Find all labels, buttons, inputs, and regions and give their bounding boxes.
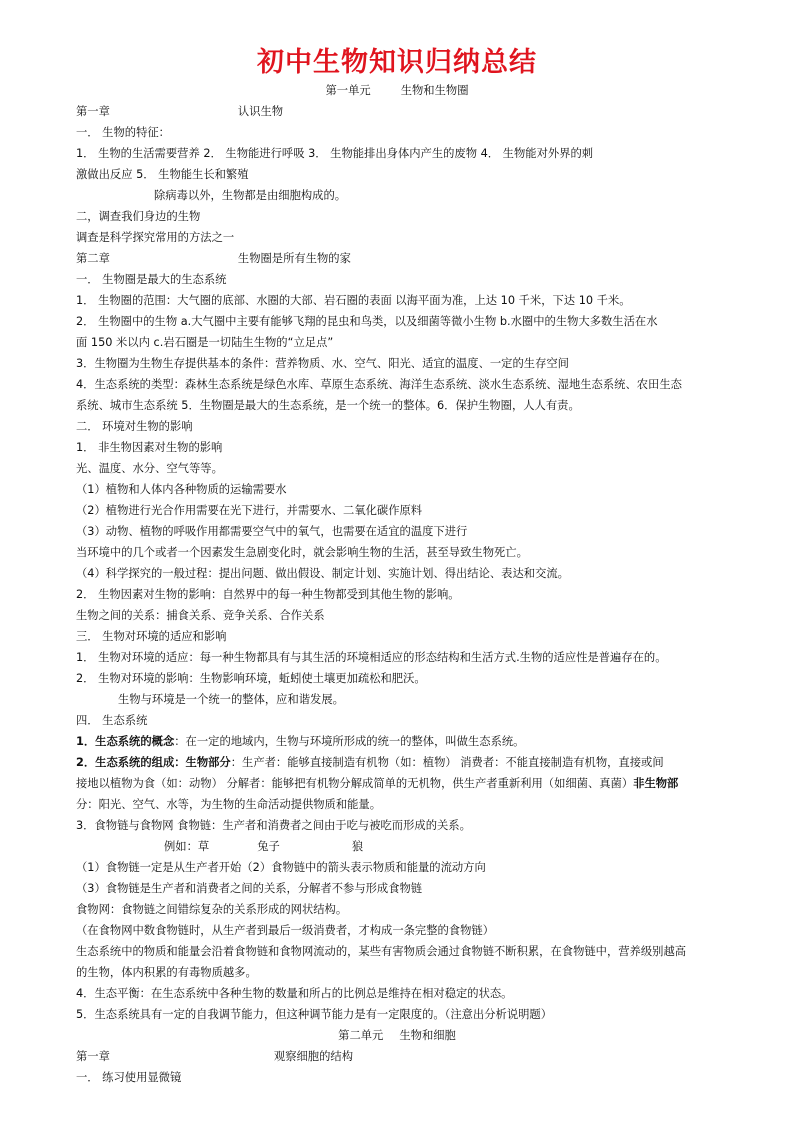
- paragraph: 生物之间的关系：捕食关系、竞争关系、合作关系: [76, 609, 325, 622]
- paragraph-text: ：生产者：能够直接制造有机物（如：植物） 消费者：不能直接制造有机物，直接或间: [230, 756, 664, 769]
- paragraph: 食物网：食物链之间错综复杂的关系形成的网状结构。: [76, 903, 348, 916]
- paragraph: （4）科学探究的一般过程：提出问题、做出假设、制定计划、实施计划、得出结论、表达和交流。: [76, 567, 569, 580]
- unit-label: 第二单元: [338, 1029, 384, 1042]
- paragraph: （在食物网中数食物链时，从生产者到最后一级消费者，才构成一条完整的食物链）: [76, 924, 494, 937]
- example-label: 例如：草: [164, 840, 210, 853]
- food-chain-example: [76, 836, 726, 857]
- paragraph: 3．生物圈为生物生存提供基本的条件：营养物质、水、空气、阳光、适宜的温度、一定的生存空间: [76, 357, 569, 370]
- paragraph: 调查是科学探究常用的方法之一: [76, 231, 235, 244]
- paragraph: 1． 非生物因素对生物的影响: [76, 441, 223, 454]
- paragraph: [76, 773, 726, 794]
- paragraph: 光、温度、水分、空气等等。: [76, 462, 223, 475]
- paragraph: 4．生态平衡：在生态系统中各种生物的数量和所占的比例总是维持在相对稳定的状态。: [76, 987, 513, 1000]
- chapter-label: 第一章: [76, 105, 110, 118]
- paragraph: 2． 生物圈中的生物 a.大气圈中主要有能够飞翔的昆虫和鸟类，以及细菌等微小生物 b.水圈中的生物大多数生活在水: [76, 315, 658, 328]
- chapter-heading: [76, 101, 726, 122]
- bold-term: 非生物部: [633, 777, 679, 790]
- paragraph: 系统、城市生态系统 5．生物圈是最大的生态系统，是一个统一的整体。6．保护生物圈，人人有责。: [76, 399, 580, 412]
- paragraph: （1）植物和人体内各种物质的运输需要水: [76, 483, 287, 496]
- section-heading: 二，调查我们身边的生物: [76, 210, 201, 223]
- paragraph: 除病毒以外，生物都是由细胞构成的。: [154, 189, 347, 202]
- paragraph: （3）动物、植物的呼吸作用都需要空气中的氧气，也需要在适宜的温度下进行: [76, 525, 468, 538]
- paragraph: 1． 生物对环境的适应：每一种生物都具有与其生活的环境相适应的形态结构和生活方式.生物的适应性是普遍存在的。: [76, 651, 667, 664]
- bold-term: 2．生态系统的组成：生物部分: [76, 756, 231, 769]
- chapter-title: 认识生物: [237, 105, 284, 118]
- paragraph: 的生物，体内积累的有毒物质越多。: [76, 966, 257, 979]
- example-item: 狼: [351, 840, 364, 853]
- section-heading: 三． 生物对环境的适应和影响: [76, 630, 227, 643]
- example-item: 兔子: [257, 840, 280, 853]
- section-heading: 一． 生物圈是最大的生态系统: [76, 273, 227, 286]
- unit-heading: [0, 80, 794, 101]
- page-title: 初中生物知识归纳总结: [257, 47, 537, 78]
- paragraph: [76, 731, 726, 752]
- paragraph: （1）食物链一定是从生产者开始（2）食物链中的箭头表示物质和能量的流动方向: [76, 861, 486, 874]
- paragraph: 1． 生物的生活需要营养 2． 生物能进行呼吸 3． 生物能排出身体内产生的废物 4． 生物能对外界的刺: [76, 147, 594, 160]
- paragraph: （3）食物链是生产者和消费者之间的关系，分解者不参与形成食物链: [76, 882, 423, 895]
- paragraph-text: 接地以植物为食（如：动物） 分解者：能够把有机物分解成简单的无机物，供生产者重新利用（如细菌、真菌）: [76, 777, 634, 790]
- chapter-heading: [76, 248, 726, 269]
- paragraph: 激做出反应 5． 生物能生长和繁殖: [76, 168, 249, 181]
- paragraph: 生态系统中的物质和能量会沿着食物链和食物网流动的，某些有害物质会通过食物链不断积累，在食物链中，营养级别越高: [76, 945, 687, 958]
- unit-title: 生物和生物圈: [400, 84, 469, 97]
- chapter-label: 第一章: [76, 1050, 110, 1063]
- paragraph: 5．生态系统具有一定的自我调节能力，但这种调节能力是有一定限度的。（注意出分析说明题）: [76, 1008, 553, 1021]
- chapter-heading: [76, 1046, 726, 1067]
- chapter-label: 第二章: [76, 252, 110, 265]
- section-heading: 二． 环境对生物的影响: [76, 420, 193, 433]
- chapter-title: 生物圈是所有生物的家: [237, 252, 351, 265]
- paragraph: 3．食物链与食物网 食物链：生产者和消费者之间由于吃与被吃而形成的关系。: [76, 819, 471, 832]
- paragraph-text: ：在一定的地域内，生物与环境所形成的统一的整体，叫做生态系统。: [174, 735, 525, 748]
- bold-term: 1．生态系统的概念: [76, 735, 175, 748]
- paragraph: （2）植物进行光合作用需要在光下进行，并需要水、二氧化碳作原料: [76, 504, 423, 517]
- paragraph: 2． 生物因素对生物的影响：自然界中的每一种生物都受到其他生物的影响。: [76, 588, 460, 601]
- paragraph: 生物与环境是一个统一的整体，应和谐发展。: [118, 693, 344, 706]
- section-heading: 四． 生态系统: [76, 714, 148, 727]
- section-heading: 一． 生物的特征：: [76, 126, 170, 139]
- paragraph: [76, 752, 726, 773]
- unit-label: 第一单元: [325, 84, 371, 97]
- paragraph: 4．生态系统的类型：森林生态系统是绿色水库、草原生态系统、海洋生态系统、淡水生态系统、湿地生态系统、农田生态: [76, 378, 682, 391]
- paragraph: 面 150 米以内 c.岩石圈是一切陆生生物的“立足点”: [76, 336, 334, 349]
- paragraph: 2． 生物对环境的影响：生物影响环境，蚯蚓使土壤更加疏松和肥沃。: [76, 672, 426, 685]
- unit-title: 生物和细胞: [399, 1029, 456, 1042]
- paragraph: 1． 生物圈的范围：大气圈的底部、水圈的大部、岩石圈的表面 以海平面为准，上达 10 千米，下达 10 千米。: [76, 294, 631, 307]
- chapter-title: 观察细胞的结构: [273, 1050, 353, 1063]
- unit-heading: [0, 1025, 794, 1046]
- paragraph: 分：阳光、空气、水等，为生物的生命活动提供物质和能量。: [76, 798, 382, 811]
- section-heading: 一． 练习使用显微镜: [76, 1071, 182, 1084]
- paragraph: 当环境中的几个或者一个因素发生急剧变化时，就会影响生物的生活，甚至导致生物死亡。: [76, 546, 528, 559]
